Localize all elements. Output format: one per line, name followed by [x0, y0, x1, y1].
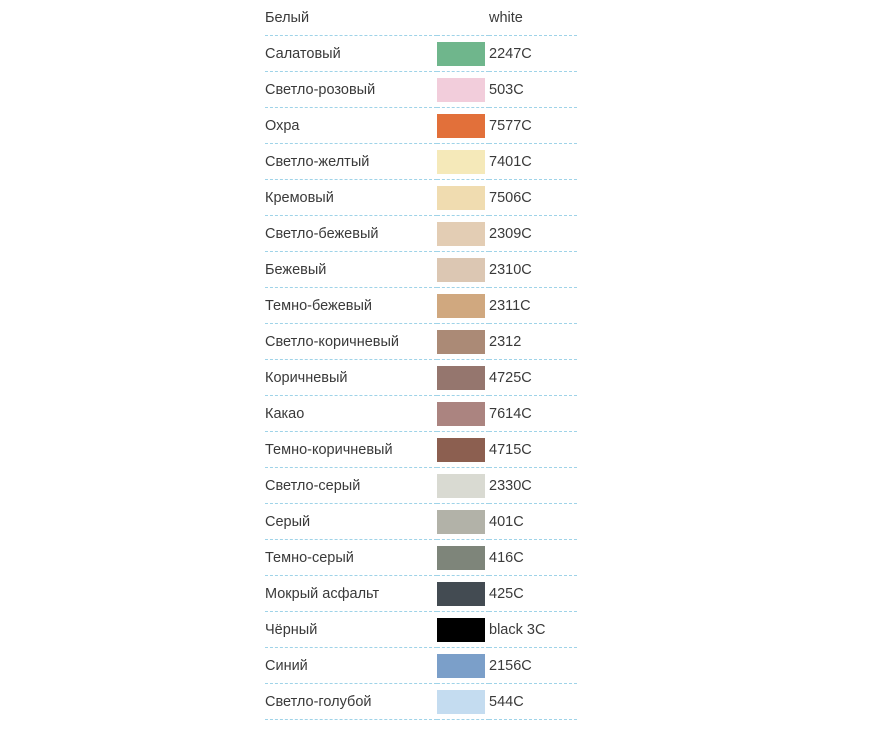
color-name-cell: Темно-серый	[265, 540, 437, 576]
color-name-cell: Светло-серый	[265, 468, 437, 504]
color-table	[265, 0, 577, 720]
color-swatch	[437, 618, 485, 642]
color-swatch	[437, 222, 485, 246]
color-code-cell: 425C	[489, 576, 577, 612]
table-row	[265, 324, 577, 360]
color-code-cell: 544C	[489, 684, 577, 720]
color-name-cell: Салатовый	[265, 36, 437, 72]
color-code-cell: 7614C	[489, 396, 577, 432]
color-swatch	[437, 78, 485, 102]
table-row	[265, 144, 577, 180]
color-swatch	[437, 366, 485, 390]
color-name-cell: Темно-бежевый	[265, 288, 437, 324]
table-row	[265, 252, 577, 288]
color-swatch-cell	[437, 180, 489, 216]
color-name-cell: Чёрный	[265, 612, 437, 648]
color-swatch	[437, 438, 485, 462]
color-name-cell: Охра	[265, 108, 437, 144]
color-swatch	[437, 510, 485, 534]
color-code-cell: black 3C	[489, 612, 577, 648]
color-name-cell: Коричневый	[265, 360, 437, 396]
color-swatch-cell	[437, 540, 489, 576]
color-name-cell: Светло-бежевый	[265, 216, 437, 252]
table-row	[265, 396, 577, 432]
table-row	[265, 432, 577, 468]
table-row	[265, 648, 577, 684]
color-swatch	[437, 654, 485, 678]
color-swatch	[437, 474, 485, 498]
table-row	[265, 684, 577, 720]
color-name-cell: Темно-коричневый	[265, 432, 437, 468]
color-code-cell: 4725C	[489, 360, 577, 396]
table-row	[265, 180, 577, 216]
color-code-cell: 7506C	[489, 180, 577, 216]
table-row	[265, 360, 577, 396]
color-swatch-cell	[437, 216, 489, 252]
table-row	[265, 72, 577, 108]
color-swatch	[437, 402, 485, 426]
color-code-cell: 2309C	[489, 216, 577, 252]
color-name-cell: Белый	[265, 0, 437, 36]
color-swatch	[437, 258, 485, 282]
color-swatch-cell	[437, 612, 489, 648]
color-code-cell: 2247C	[489, 36, 577, 72]
table-row	[265, 540, 577, 576]
color-swatch-cell	[437, 684, 489, 720]
color-name-cell: Светло-коричневый	[265, 324, 437, 360]
table-row	[265, 576, 577, 612]
color-swatch-cell	[437, 36, 489, 72]
color-code-cell: 2156C	[489, 648, 577, 684]
color-swatch	[437, 582, 485, 606]
color-swatch	[437, 150, 485, 174]
color-swatch-cell	[437, 108, 489, 144]
color-name-cell: Кремовый	[265, 180, 437, 216]
color-swatch	[437, 330, 485, 354]
color-code-cell: 2312	[489, 324, 577, 360]
color-swatch-cell	[437, 432, 489, 468]
color-name-cell: Серый	[265, 504, 437, 540]
color-swatch	[437, 6, 485, 30]
color-swatch-cell	[437, 144, 489, 180]
table-row	[265, 612, 577, 648]
color-swatch	[437, 294, 485, 318]
color-swatch-cell	[437, 72, 489, 108]
color-swatch-cell	[437, 0, 489, 36]
table-row	[265, 0, 577, 36]
color-code-cell: white	[489, 0, 577, 36]
color-swatch	[437, 42, 485, 66]
table-row	[265, 504, 577, 540]
table-row	[265, 468, 577, 504]
color-code-cell: 7577C	[489, 108, 577, 144]
color-table-body	[265, 0, 577, 720]
color-code-cell: 2330C	[489, 468, 577, 504]
color-name-cell: Светло-розовый	[265, 72, 437, 108]
color-swatch-cell	[437, 648, 489, 684]
table-row	[265, 288, 577, 324]
color-swatch-cell	[437, 396, 489, 432]
color-swatch	[437, 690, 485, 714]
color-code-cell: 416C	[489, 540, 577, 576]
color-code-cell: 401C	[489, 504, 577, 540]
color-code-cell: 4715C	[489, 432, 577, 468]
color-swatch-cell	[437, 576, 489, 612]
color-swatch-cell	[437, 468, 489, 504]
table-row	[265, 36, 577, 72]
color-name-cell: Светло-голубой	[265, 684, 437, 720]
color-swatch	[437, 186, 485, 210]
color-name-cell: Бежевый	[265, 252, 437, 288]
color-swatch	[437, 114, 485, 138]
color-swatch-cell	[437, 324, 489, 360]
color-swatch-cell	[437, 252, 489, 288]
color-swatch-cell	[437, 504, 489, 540]
color-name-cell: Светло-желтый	[265, 144, 437, 180]
color-name-cell: Мокрый асфальт	[265, 576, 437, 612]
color-swatch-cell	[437, 288, 489, 324]
color-name-cell: Синий	[265, 648, 437, 684]
color-code-cell: 7401C	[489, 144, 577, 180]
color-swatch	[437, 546, 485, 570]
table-row	[265, 108, 577, 144]
color-name-cell: Какао	[265, 396, 437, 432]
table-row	[265, 216, 577, 252]
color-code-cell: 2310C	[489, 252, 577, 288]
color-code-cell: 2311C	[489, 288, 577, 324]
color-code-cell: 503C	[489, 72, 577, 108]
color-swatch-cell	[437, 360, 489, 396]
